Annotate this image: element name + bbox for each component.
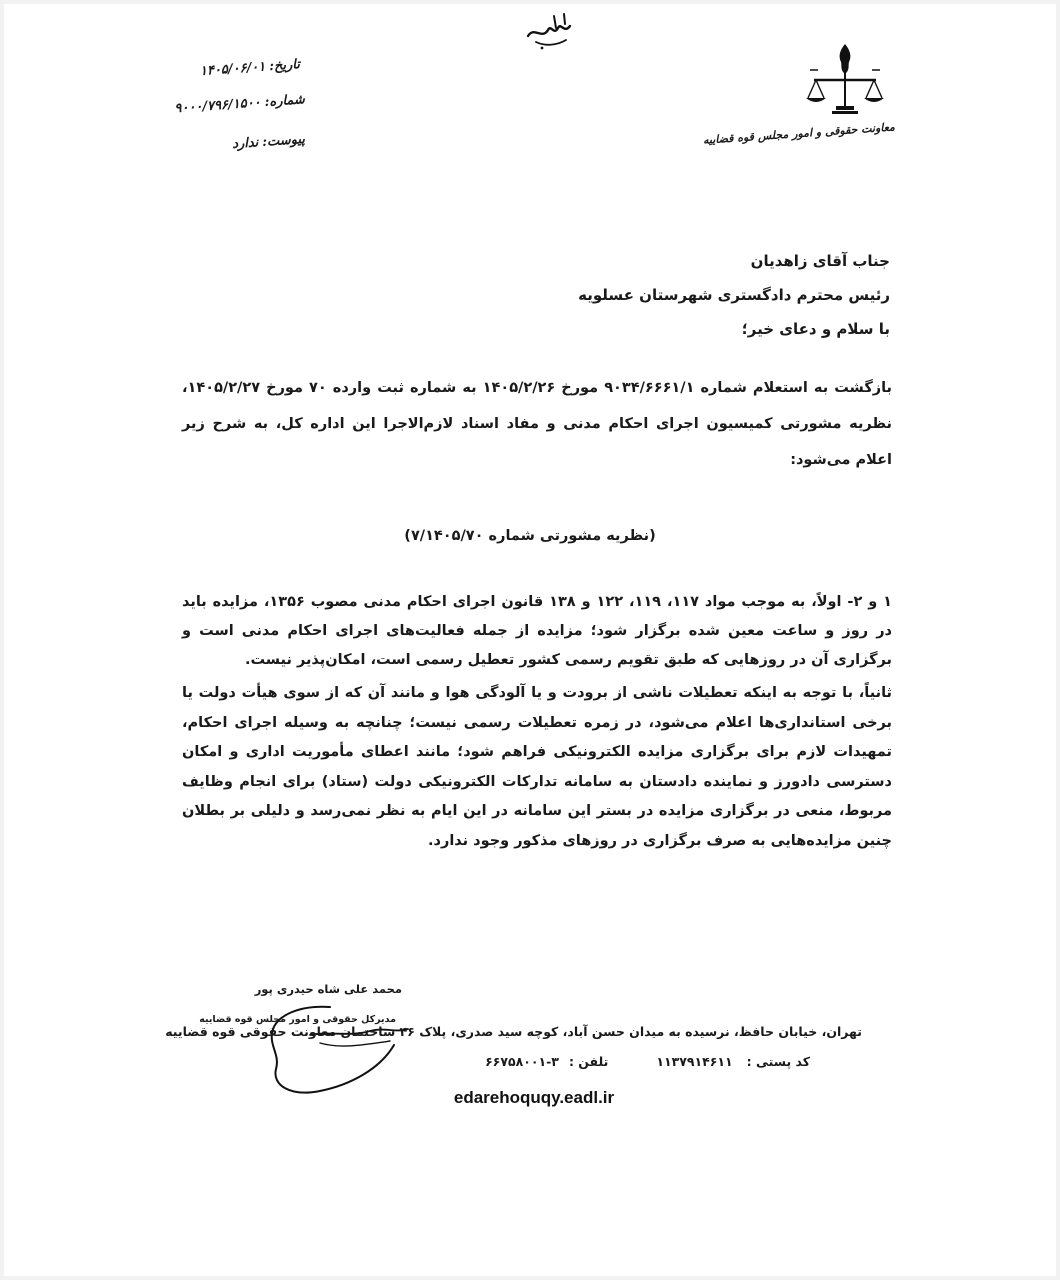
opinion-paragraph-1: ۱ و ۲- اولاً، به موجب مواد ۱۱۷، ۱۱۹، ۱۲۲ و ۱۳۸ قانون اجرای احکام مدنی مصوب ۱۳۵۶، مزایده باید در روز و ساعت معین شده برگزار شود؛ مزایده از جمله فعالیت‌های اجرای احکام مدنی است و برگزاری آن در روزهایی که طبق تقویم رسمی کشور تعطیل رسمی است، امکان‌پذیر نیست. xyxy=(182,594,892,668)
letter-date xyxy=(160,57,301,82)
invocation-calligraphy xyxy=(520,6,580,54)
opinion-title: (نظریه مشورتی شماره ۷/۱۴۰۵/۷۰) xyxy=(404,528,656,544)
phone-label: تلفن : xyxy=(568,1054,609,1069)
website-link[interactable]: edarehoquqy.eadl.ir xyxy=(453,1088,615,1107)
addressee-title: رئیس محترم دادگستری شهرستان عسلویه xyxy=(578,286,890,304)
signer-name: محمد علی شاه حیدری پور xyxy=(254,982,402,996)
greeting: با سلام و دعای خیر؛ xyxy=(741,320,890,338)
date-value: ۱۴۰۵/۰۶/۰۱ xyxy=(199,59,266,80)
attachment-label: پیوست: xyxy=(261,132,306,150)
department-name: معاونت حقوقی و امور مجلس قوه قضاییه xyxy=(702,120,896,147)
number-value: ۹۰۰۰/۷۹۶/۱۵۰۰ xyxy=(174,95,262,117)
date-label: تاریخ: xyxy=(268,57,301,75)
opinion-body xyxy=(182,588,892,856)
signer-title: مدیرکل حقوقی و امور مجلس قوه قضاییه xyxy=(199,1014,396,1025)
opinion-paragraph-2: ثانیاً، با توجه به اینکه تعطیلات ناشی از برودت و یا آلودگی هوا و مانند آن که از سوی هیأت دولت یا برخی استانداری‌ها اعلام می‌شود، در زمره تعطیلات رسمی نیست؛ چنانچه به وسیله اجرای احکام، تمهیدات لازم برای برگزاری مزایده الکترونیکی فراهم شود؛ مانند اعطای مأموریت اداری و امکان دسترسی دادورز و نماینده دادستان به سامانه تدارکات الکترونیکی دولت (ستاد) برای انجام وظایف مربوط، منعی در برگزاری مزایده در بستر این سامانه در این ایام به نظر نمی‌رسد و دلیلی بر بطلان چنین مزایده‌هایی به صرف برگزاری در روزهای مذکور وجود ندارد. xyxy=(182,685,892,849)
phone-value: ۶۶۷۵۸۰۰۱-۳ xyxy=(485,1054,559,1069)
handwritten-signature xyxy=(180,985,420,1115)
footer-address: تهران، خیابان حافظ، نرسیده به میدان حسن آباد، کوچه سید صدری، پلاک ۴۶ ساختمان معاونت حقوقی قوه قضاییه xyxy=(165,1024,862,1039)
postal-code-value: ۱۱۳۷۹۱۴۶۱۱ xyxy=(656,1054,733,1069)
postal-code-label: کد پستی : xyxy=(746,1054,810,1069)
attachment-value: ندارد xyxy=(231,135,259,153)
addressee-block xyxy=(290,244,890,312)
addressee-name: جناب آقای زاهدیان xyxy=(750,252,890,270)
judiciary-emblem-icon xyxy=(800,40,890,120)
intro-paragraph: بازگشت به استعلام شماره ۹۰۳۴/۶۶۶۱/۱ مورخ ۱۴۰۵/۲/۲۶ به شماره ثبت وارده ۷۰ مورخ ۱۴۰۵/۲/۲۷، نظریه مشورتی کمیسیون اجرای احکام مدنی و مفاد اسناد لازم‌الاجرا این اداره کل، به شرح زیر اعلام می‌شود: xyxy=(182,380,892,468)
footer-contact xyxy=(322,1054,810,1069)
letter-number xyxy=(140,92,306,118)
letter-attachment xyxy=(190,132,306,155)
number-label: شماره: xyxy=(264,92,306,111)
